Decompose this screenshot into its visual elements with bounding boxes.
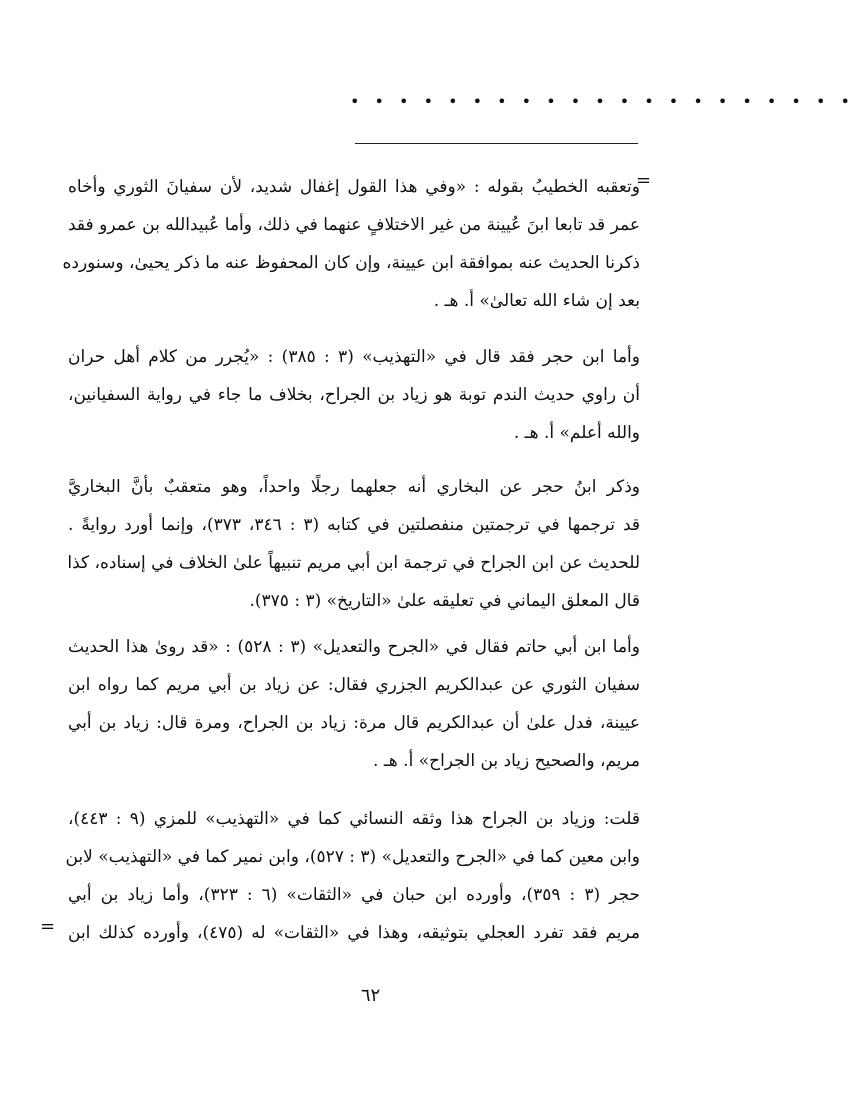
text-line: قلت: وزياد بن الجراح هذا وثقه النسائي كما في «التهذيب» للمزي (٩ : ٤٤٣)، bbox=[68, 809, 640, 829]
text-line: وتعقبه الخطيبُ بقوله : «وفي هذا القول إغفال شديد، لأن سفيانَ الثوري وأخاه bbox=[68, 177, 640, 197]
paragraph-ibn-abi-hatim bbox=[68, 628, 640, 780]
text-line: مريم، والصحيح زياد بن الجراح» أ. هـ . bbox=[373, 751, 640, 771]
text-line: أن راوي حديث الندم توبة هو زياد بن الجراح، بخلاف ما جاء في رواية السفيانين، bbox=[68, 385, 640, 405]
continuation-mark-top: = bbox=[636, 170, 652, 191]
text-line: وذكر ابنُ حجر عن البخاري أنه جعلهما رجلًا واحداً، وهو متعقبٌ بأنَّ البخاريَّ bbox=[68, 477, 640, 497]
paragraph-khatib-comment bbox=[62, 168, 640, 320]
text-line: عيينة، فدل علىٰ أن عبدالكريم قال مرة: زياد بن الجراح، ومرة قال: زياد بن أبي bbox=[68, 713, 640, 733]
page-number: ٦٢ bbox=[360, 985, 381, 1006]
header-dots: • • • • • • • • • • • • • • • • • • • • • bbox=[350, 92, 855, 111]
text-line: ذكرنا الحديث عنه بموافقة ابن عيينة، وإن كان المحفوظ عنه ما ذكر يحيىٰ، وسنورده bbox=[62, 253, 640, 273]
footnote-separator-rule bbox=[355, 143, 638, 144]
text-line: قد ترجمها في ترجمتين منفصلتين في كتابه (٣ : ٣٤٦، ٣٧٣)، وإنما أورد روايةً . bbox=[68, 515, 640, 535]
paragraph-ibn-hajar bbox=[68, 338, 640, 452]
text-line: وابن معين كما في «الجرح والتعديل» (٣ : ٥٢٧)، وابن نمير كما في «التهذيب» لابن bbox=[65, 847, 640, 867]
text-line: مريم فقد تفرد العجلي بتوثيقه، وهذا في «الثقات» له (٤٧٥)، وأورده كذلك ابن bbox=[68, 923, 640, 943]
text-line: وأما ابن حجر فقد قال في «التهذيب» (٣ : ٣٨٥) : «يُجرر من كلام أهل حران bbox=[68, 347, 640, 367]
text-line: وأما ابن أبي حاتم فقال في «الجرح والتعديل» (٣ : ٥٢٨) : «قد روىٰ هذا الحديث bbox=[68, 637, 640, 657]
text-line: عمر قد تابعا ابنَ عُيينة من غير الاختلافٍ عنهما في ذلك، وأما عُبيدالله بن عمرو فقد bbox=[68, 215, 640, 235]
text-line: بعد إن شاء الله تعالىٰ» أ. هـ . bbox=[433, 291, 640, 311]
text-line: حجر (٣ : ٣٥٩)، وأورده ابن حبان في «الثقات» (٦ : ٣٢٣)، وأما زياد بن أبي bbox=[68, 885, 640, 905]
paragraph-bukhari bbox=[68, 468, 640, 620]
continuation-mark-bottom: = bbox=[40, 916, 56, 937]
text-line: للحديث عن ابن الجراح في ترجمة ابن أبي مريم تنبيهاً علىٰ الخلاف في إسناده، كذا bbox=[67, 553, 640, 573]
text-line: سفيان الثوري عن عبدالكريم الجزري فقال: عن زياد بن أبي مريم كما رواه ابن bbox=[68, 675, 640, 695]
paragraph-qult bbox=[65, 800, 640, 952]
text-line: قال المعلق اليماني في تعليقه علىٰ «التاريخ» (٣ : ٣٧٥). bbox=[249, 591, 640, 611]
text-line: والله أعلم» أ. هـ . bbox=[513, 423, 640, 443]
